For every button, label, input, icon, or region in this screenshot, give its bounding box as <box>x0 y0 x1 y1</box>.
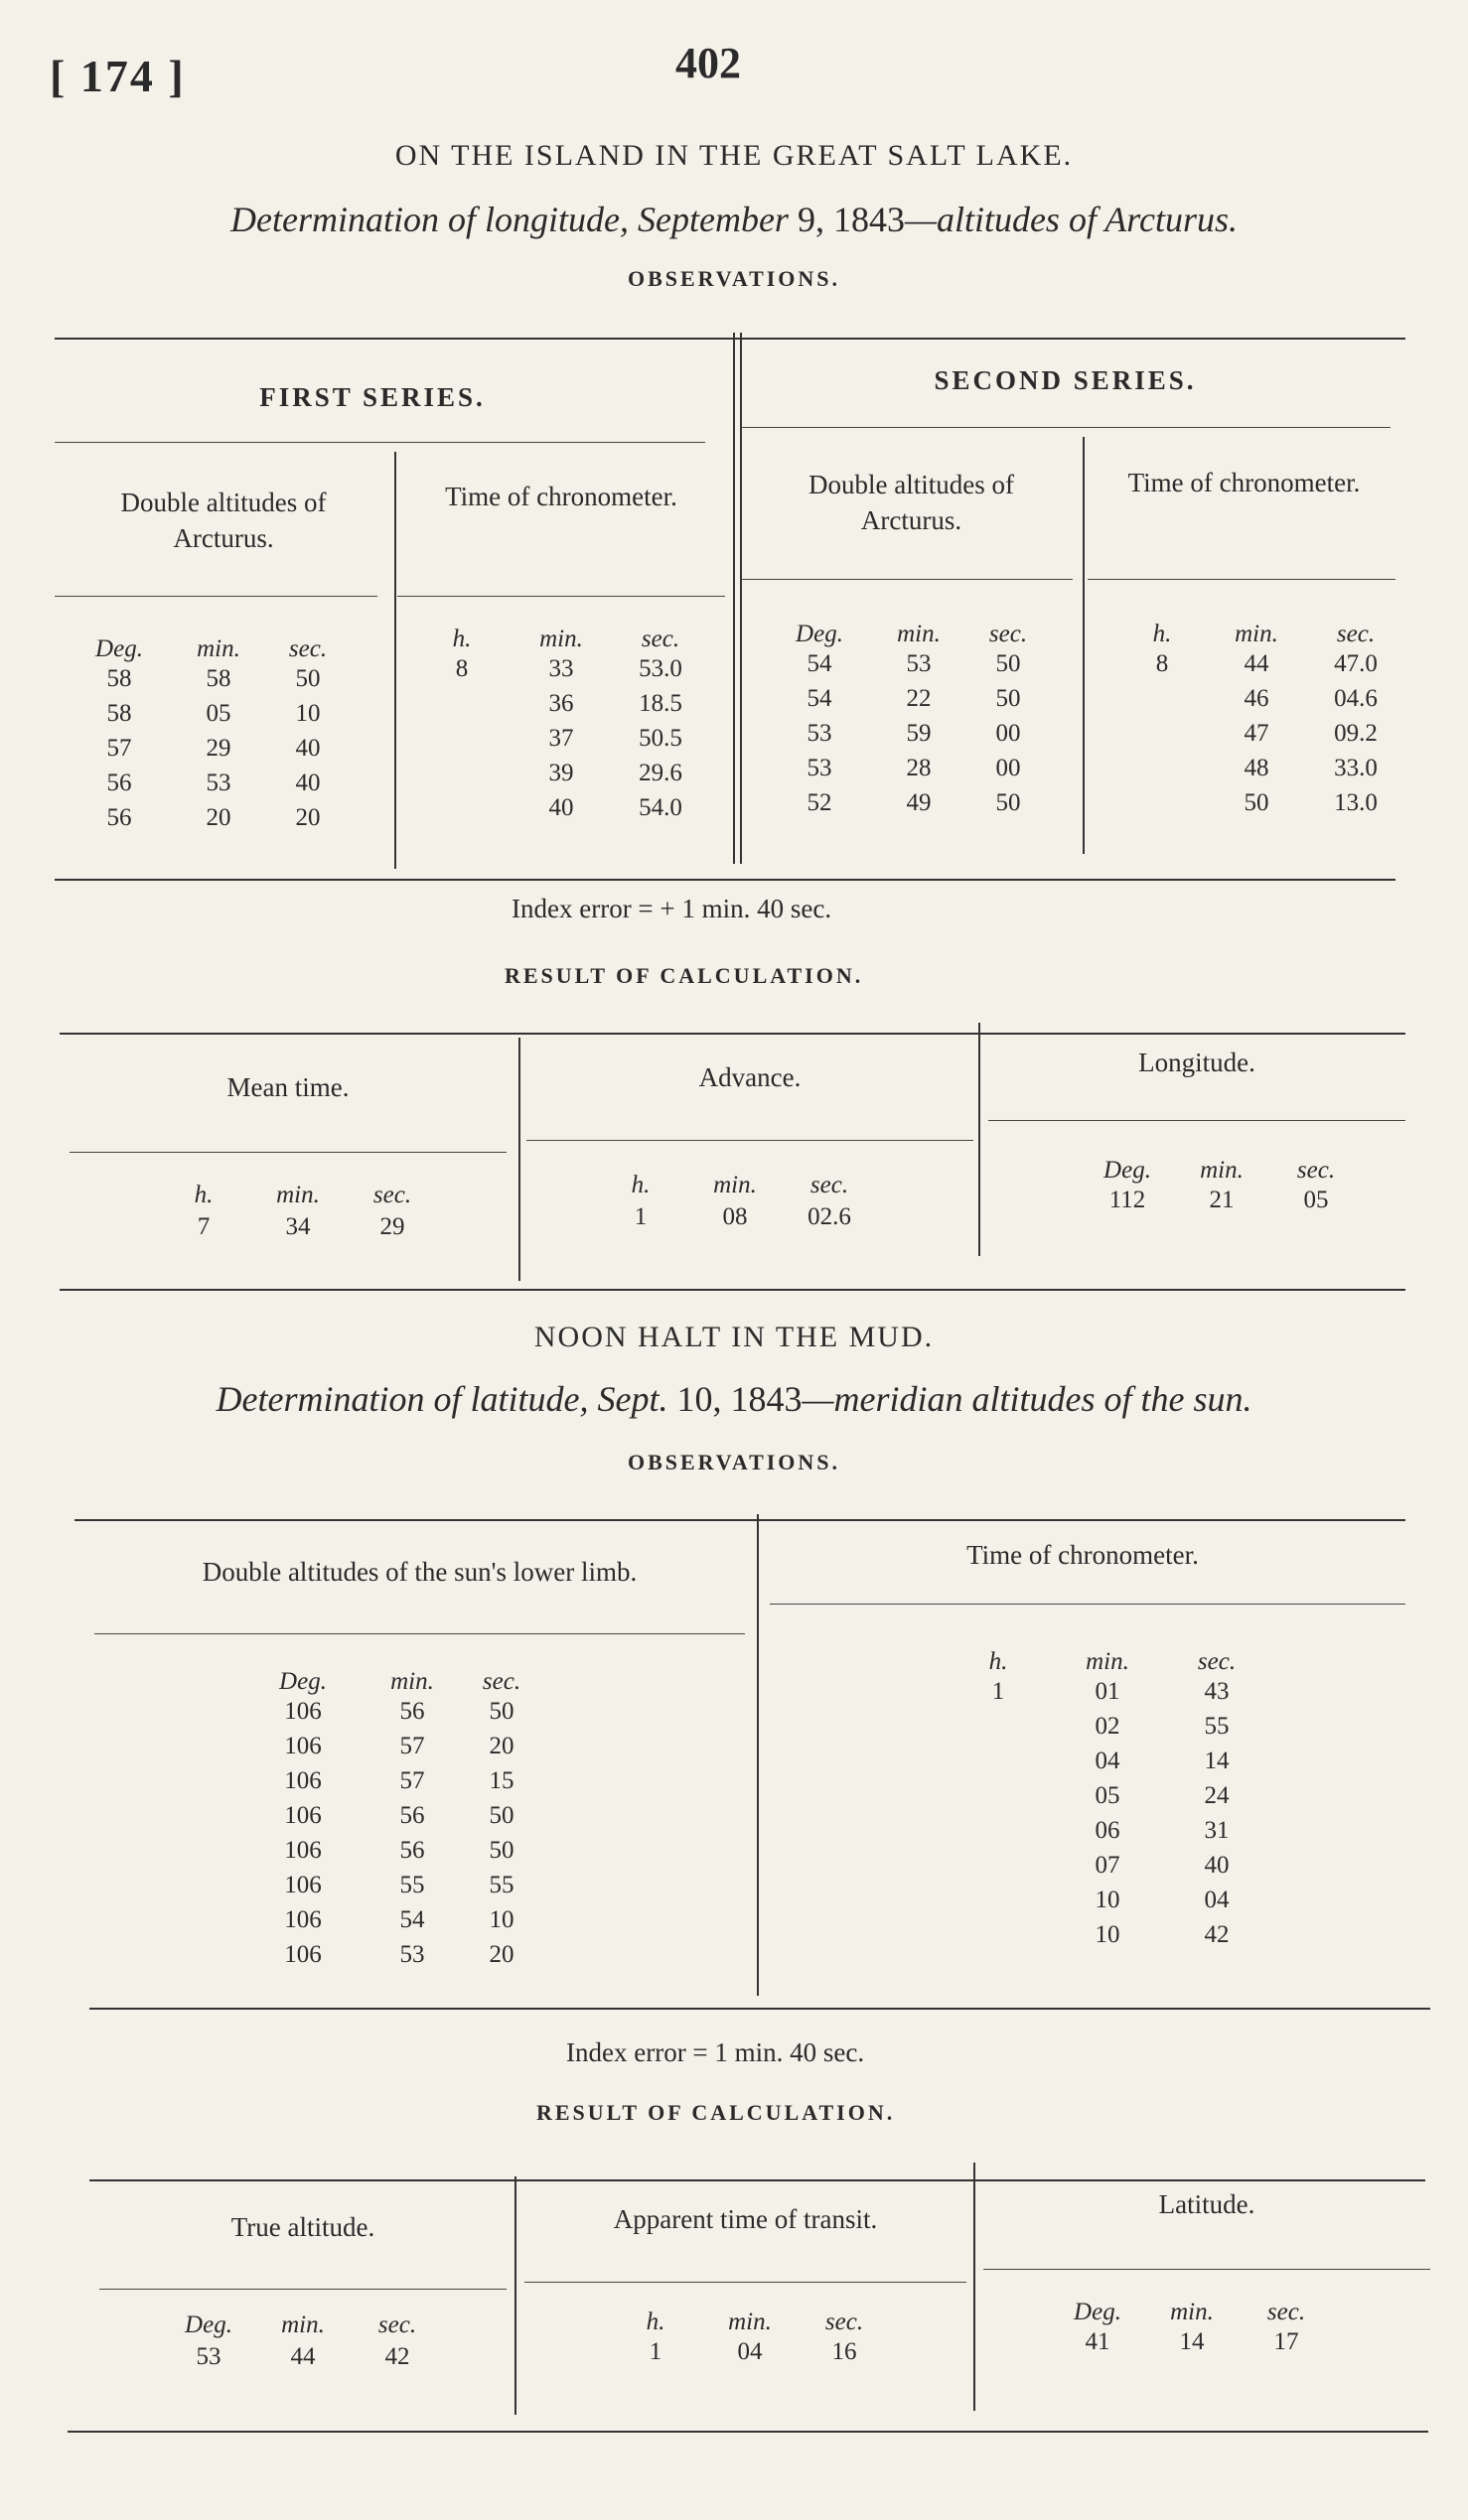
result-unit: sec. <box>1296 1157 1336 1184</box>
data-cell: 50 <box>995 685 1021 712</box>
second-alt-header <box>745 467 1078 538</box>
result-value: 29 <box>379 1213 405 1240</box>
result-unit: sec. <box>809 1172 849 1198</box>
result-unit: min. <box>1170 2299 1214 2325</box>
result2-col2-rule <box>524 2282 966 2283</box>
result-value: 53 <box>196 2343 221 2370</box>
section1-title-pre: Determination of longitude, September <box>230 200 789 239</box>
data-cell: 20 <box>489 1733 514 1759</box>
table1-series-divider <box>733 333 735 864</box>
table1-second-alt-rule <box>740 579 1073 580</box>
result-value: 1 <box>649 2338 662 2365</box>
data-cell: 56 <box>106 770 132 796</box>
data-cell: 22 <box>906 685 932 712</box>
data-cell: 04 <box>1204 1887 1230 1913</box>
unit-label: min. <box>539 626 583 652</box>
data-cell: 28 <box>906 755 932 781</box>
section1-result-label: RESULT OF CALCULATION. <box>505 963 864 988</box>
data-cell: 33.0 <box>1334 755 1378 781</box>
data-cell: 50 <box>995 650 1021 677</box>
first-series-label: FIRST SERIES. <box>259 382 486 412</box>
result2-col1-rule <box>99 2289 507 2290</box>
data-cell: 10 <box>1095 1887 1120 1913</box>
first-alt-header <box>60 485 387 556</box>
unit-label: h. <box>1152 621 1172 647</box>
table1-top-rule <box>55 338 1405 340</box>
data-cell: 55 <box>399 1872 425 1898</box>
result-unit: h. <box>631 1172 651 1198</box>
result2-top-rule <box>89 2179 1425 2181</box>
hour-cell: 1 <box>991 1678 1005 1705</box>
result-unit: min. <box>713 1172 757 1198</box>
data-cell: 53 <box>807 720 832 747</box>
result-header: Advance. <box>698 1062 802 1092</box>
data-cell: 53 <box>906 650 932 677</box>
data-cell: 56 <box>399 1802 425 1829</box>
result1-bottom-rule <box>60 1289 1405 1291</box>
data-cell: 55 <box>489 1872 514 1898</box>
data-cell: 29.6 <box>639 760 682 786</box>
data-cell: 24 <box>1204 1782 1230 1809</box>
data-cell: 40 <box>548 794 574 821</box>
section1-title-post: —altitudes of Arcturus. <box>904 200 1238 239</box>
section2-observations-label: OBSERVATIONS. <box>627 1450 841 1474</box>
data-cell: 53 <box>807 755 832 781</box>
table1-bottom-rule <box>55 879 1395 881</box>
data-cell: 10 <box>295 700 321 727</box>
unit-label: h. <box>452 626 472 652</box>
result-value: 7 <box>197 1213 211 1240</box>
table2-time-rule <box>770 1604 1405 1605</box>
result-header: Apparent time of transit. <box>613 2204 878 2234</box>
result-unit: Deg. <box>1074 2299 1121 2325</box>
data-cell: 57 <box>399 1733 425 1759</box>
result-unit: min. <box>1200 1157 1244 1184</box>
data-cell: 56 <box>399 1698 425 1725</box>
result-unit: sec. <box>377 2311 417 2338</box>
data-cell: 53 <box>206 770 231 796</box>
table1-second-col-divider <box>1083 437 1085 854</box>
second-time-header: Time of chronometer. <box>1127 468 1361 497</box>
bracket-page-number: [ 174 ] <box>50 51 186 101</box>
data-cell: 54 <box>807 650 832 677</box>
data-cell: 13.0 <box>1334 789 1378 816</box>
result-value: 08 <box>722 1203 748 1230</box>
result-value: 02.6 <box>807 1203 851 1230</box>
result2-col3-rule <box>983 2269 1430 2270</box>
data-cell: 40 <box>295 770 321 796</box>
table1-series-divider-2 <box>740 333 742 864</box>
section1-title <box>0 199 1468 240</box>
section1-observations-label: OBSERVATIONS. <box>627 266 841 291</box>
unit-label: sec. <box>1197 1648 1237 1675</box>
data-cell: 50 <box>489 1698 514 1725</box>
result-unit: Deg. <box>185 2311 232 2338</box>
data-cell: 48 <box>1244 755 1269 781</box>
hour-cell: 8 <box>1155 650 1169 677</box>
data-cell: 07 <box>1095 1852 1120 1879</box>
data-cell: 54 <box>399 1906 425 1933</box>
data-cell: 04 <box>1095 1748 1120 1774</box>
table2-bottom-rule <box>89 2008 1430 2010</box>
result-value: 112 <box>1108 1187 1146 1213</box>
data-cell: 54 <box>807 685 832 712</box>
data-cell: 55 <box>1204 1713 1230 1740</box>
table2-alt-header: Double altitudes of the sun's lower limb. <box>202 1557 638 1587</box>
data-cell: 59 <box>906 720 932 747</box>
unit-label: sec. <box>288 635 328 662</box>
table2-alt-rule <box>94 1633 745 1634</box>
table1-first-series-rule <box>55 442 705 443</box>
result-value: 04 <box>737 2338 763 2365</box>
unit-label: min. <box>897 621 941 647</box>
unit-label: min. <box>1086 1648 1129 1675</box>
table2-time-header: Time of chronometer. <box>966 1540 1199 1570</box>
data-cell: 40 <box>1204 1852 1230 1879</box>
first-alt-header-line2: Arcturus. <box>173 523 274 553</box>
data-cell: 52 <box>807 789 832 816</box>
section2-title <box>0 1378 1468 1420</box>
data-cell: 106 <box>284 1872 322 1898</box>
result2-bottom-rule <box>68 2431 1428 2433</box>
result-value: 42 <box>384 2343 410 2370</box>
result-value: 34 <box>285 1213 311 1240</box>
result-header: Mean time. <box>226 1072 350 1102</box>
result1-col2-rule <box>526 1140 973 1141</box>
section2-index-error: Index error = 1 min. 40 sec. <box>566 2037 865 2067</box>
data-cell: 47 <box>1244 720 1269 747</box>
data-cell: 50 <box>995 789 1021 816</box>
section2-title-date: 10, 1843 <box>676 1379 803 1419</box>
data-cell: 57 <box>106 735 132 762</box>
unit-label: Deg. <box>279 1668 327 1695</box>
data-cell: 10 <box>1095 1921 1120 1948</box>
unit-label: min. <box>390 1668 434 1695</box>
table1-second-series-rule <box>740 427 1391 428</box>
result-header: True altitude. <box>230 2212 375 2242</box>
data-cell: 06 <box>1095 1817 1120 1844</box>
result-value: 14 <box>1179 2328 1205 2355</box>
data-cell: 10 <box>489 1906 514 1933</box>
data-cell: 58 <box>106 700 132 727</box>
unit-label: h. <box>988 1648 1008 1675</box>
result-header: Latitude. <box>1158 2189 1255 2219</box>
data-cell: 106 <box>284 1941 322 1968</box>
data-cell: 18.5 <box>639 690 682 717</box>
data-cell: 53 <box>399 1941 425 1968</box>
result-unit: min. <box>728 2309 772 2335</box>
first-alt-header-line1: Double altitudes of <box>120 488 327 517</box>
data-cell: 46 <box>1244 685 1269 712</box>
data-cell: 50 <box>1244 789 1269 816</box>
data-cell: 00 <box>995 755 1021 781</box>
second-alt-header-line2: Arcturus. <box>860 505 962 535</box>
data-cell: 09.2 <box>1334 720 1378 747</box>
table1-first-alt-rule <box>55 596 377 597</box>
data-cell: 43 <box>1204 1678 1230 1705</box>
data-cell: 106 <box>284 1837 322 1864</box>
data-cell: 58 <box>206 665 231 692</box>
result-value: 1 <box>634 1203 648 1230</box>
result-value: 41 <box>1085 2328 1110 2355</box>
table1-first-time-rule <box>397 596 725 597</box>
result2-divider-1 <box>514 2176 516 2415</box>
page-number: 402 <box>675 39 741 87</box>
data-cell: 04.6 <box>1334 685 1378 712</box>
result-unit: sec. <box>1266 2299 1306 2325</box>
data-cell: 56 <box>106 804 132 831</box>
result-value: 16 <box>831 2338 857 2365</box>
data-cell: 31 <box>1204 1817 1230 1844</box>
data-cell: 50 <box>295 665 321 692</box>
table1-first-col-divider <box>394 452 396 869</box>
data-cell: 20 <box>206 804 231 831</box>
data-cell: 20 <box>489 1941 514 1968</box>
data-cell: 50.5 <box>639 725 682 752</box>
unit-label: sec. <box>1336 621 1376 647</box>
data-cell: 54.0 <box>639 794 682 821</box>
result-header: Longitude. <box>1138 1048 1255 1077</box>
result1-top-rule <box>60 1033 1405 1035</box>
data-cell: 37 <box>548 725 574 752</box>
data-cell: 106 <box>284 1906 322 1933</box>
unit-label: sec. <box>988 621 1028 647</box>
result1-col1-rule <box>70 1152 507 1153</box>
result-unit: h. <box>194 1182 214 1208</box>
result-unit: sec. <box>372 1182 412 1208</box>
result-unit: h. <box>646 2309 665 2335</box>
result1-col3-rule <box>988 1120 1405 1121</box>
unit-label: min. <box>1235 621 1278 647</box>
section2-place-heading: NOON HALT IN THE MUD. <box>533 1321 935 1353</box>
data-cell: 39 <box>548 760 574 786</box>
table2-top-rule <box>74 1519 1405 1521</box>
second-series-label: SECOND SERIES. <box>934 365 1197 395</box>
section1-title-date: 9, 1843 <box>797 200 905 239</box>
data-cell: 00 <box>995 720 1021 747</box>
data-cell: 53.0 <box>639 655 682 682</box>
result-unit: min. <box>276 1182 320 1208</box>
section2-result-label: RESULT OF CALCULATION. <box>536 2100 896 2125</box>
second-alt-header-line1: Double altitudes of <box>808 470 1014 499</box>
data-cell: 05 <box>1095 1782 1120 1809</box>
result-unit: Deg. <box>1103 1157 1151 1184</box>
data-cell: 14 <box>1204 1748 1230 1774</box>
data-cell: 106 <box>284 1698 322 1725</box>
section2-title-pre: Determination of latitude, Sept. <box>216 1379 668 1419</box>
result-unit: sec. <box>824 2309 864 2335</box>
data-cell: 49 <box>906 789 932 816</box>
first-time-header: Time of chronometer. <box>445 482 677 511</box>
data-cell: 05 <box>206 700 231 727</box>
data-cell: 40 <box>295 735 321 762</box>
section2-title-post: —meridian altitudes of the sun. <box>802 1379 1252 1419</box>
data-cell: 106 <box>284 1802 322 1829</box>
data-cell: 02 <box>1095 1713 1120 1740</box>
result1-divider-1 <box>518 1038 520 1281</box>
data-cell: 44 <box>1244 650 1269 677</box>
data-cell: 58 <box>106 665 132 692</box>
data-cell: 47.0 <box>1334 650 1378 677</box>
section1-place-heading: ON THE ISLAND IN THE GREAT SALT LAKE. <box>394 139 1074 172</box>
unit-label: Deg. <box>796 621 843 647</box>
result-value: 44 <box>290 2343 316 2370</box>
data-cell: 15 <box>489 1767 514 1794</box>
data-cell: 01 <box>1095 1678 1120 1705</box>
data-cell: 50 <box>489 1802 514 1829</box>
table1-second-time-rule <box>1088 579 1395 580</box>
data-cell: 50 <box>489 1837 514 1864</box>
data-cell: 57 <box>399 1767 425 1794</box>
data-cell: 29 <box>206 735 231 762</box>
unit-label: min. <box>197 635 240 662</box>
result-value: 21 <box>1209 1187 1235 1213</box>
data-cell: 33 <box>548 655 574 682</box>
result-unit: min. <box>281 2311 325 2338</box>
table2-col-divider <box>757 1514 759 1996</box>
section1-index-error: Index error = + 1 min. 40 sec. <box>512 894 832 923</box>
data-cell: 36 <box>548 690 574 717</box>
data-cell: 42 <box>1204 1921 1230 1948</box>
result-value: 05 <box>1303 1187 1329 1213</box>
hour-cell: 8 <box>455 655 469 682</box>
data-cell: 20 <box>295 804 321 831</box>
result1-divider-2 <box>978 1023 980 1256</box>
data-cell: 106 <box>284 1733 322 1759</box>
unit-label: Deg. <box>95 635 143 662</box>
unit-label: sec. <box>641 626 680 652</box>
data-cell: 56 <box>399 1837 425 1864</box>
result2-divider-2 <box>973 2163 975 2411</box>
data-cell: 106 <box>284 1767 322 1794</box>
unit-label: sec. <box>482 1668 521 1695</box>
result-value: 17 <box>1273 2328 1299 2355</box>
